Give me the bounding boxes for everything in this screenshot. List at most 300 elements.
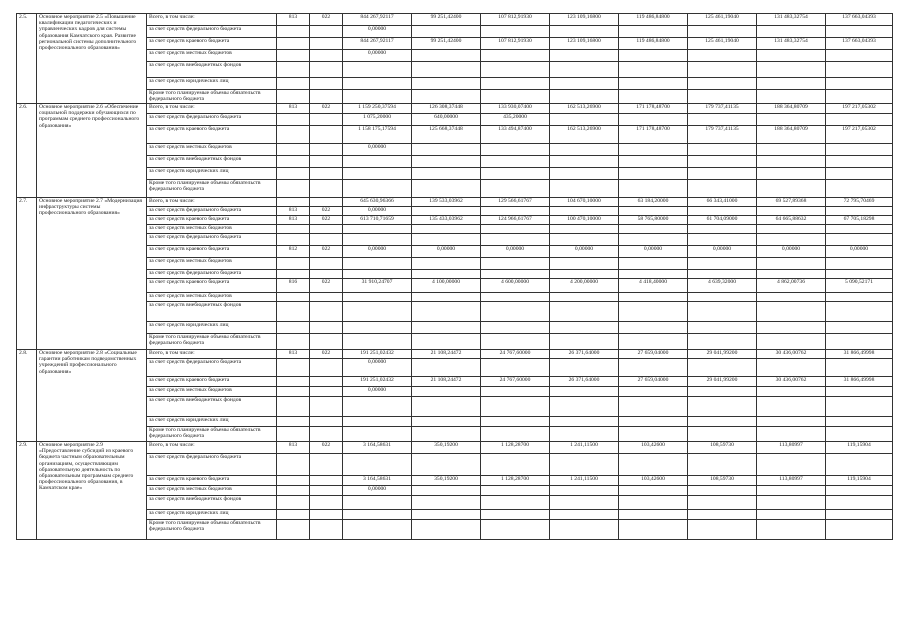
- rzpr-code: [310, 387, 343, 397]
- table-row: [17, 114, 893, 126]
- year-amount: 30 436,00762: [757, 350, 826, 359]
- table-row: [17, 359, 893, 377]
- year-amount: [481, 496, 550, 510]
- rzpr-code: [310, 156, 343, 168]
- year-amount: 31 866,49998: [826, 377, 893, 387]
- year-amount: 27 659,04000: [619, 377, 688, 387]
- year-amount: [550, 322, 619, 334]
- year-amount: 21 108,24472: [412, 350, 481, 359]
- year-amount: 4 639,32000: [688, 279, 757, 293]
- year-amount: 108,59730: [688, 476, 757, 486]
- total-amount: 844 267,92117: [343, 14, 412, 26]
- funding-source-label: за счет средств местных бюджетов: [147, 50, 277, 62]
- year-amount: [412, 302, 481, 322]
- year-amount: 29 041,99200: [688, 377, 757, 387]
- year-amount: [826, 454, 893, 476]
- table-row: [17, 156, 893, 168]
- rzpr-code: [310, 293, 343, 302]
- year-amount: [826, 207, 893, 216]
- year-amount: [757, 78, 826, 90]
- year-amount: 188 364,80709: [757, 126, 826, 144]
- budget-table: [16, 13, 893, 540]
- year-amount: 1 128,28700: [481, 476, 550, 486]
- year-amount: [619, 62, 688, 78]
- year-amount: 125 668,37448: [412, 126, 481, 144]
- year-amount: [481, 334, 550, 350]
- total-amount: 0,00000: [343, 486, 412, 496]
- year-amount: [550, 496, 619, 510]
- budget-table-body: [17, 14, 893, 540]
- year-amount: [757, 293, 826, 302]
- year-amount: [688, 207, 757, 216]
- year-amount: 1 128,28700: [481, 442, 550, 454]
- year-amount: 66 343,41000: [688, 198, 757, 207]
- table-row: [17, 350, 893, 359]
- year-amount: 26 371,64000: [550, 350, 619, 359]
- table-row: [17, 387, 893, 397]
- year-amount: [619, 207, 688, 216]
- year-amount: [757, 234, 826, 246]
- total-amount: 844 267,92117: [343, 38, 412, 50]
- year-amount: 4 100,00000: [412, 279, 481, 293]
- total-amount: 0,00000: [343, 26, 412, 38]
- total-amount: [343, 496, 412, 510]
- year-amount: [481, 234, 550, 246]
- year-amount: 27 659,04000: [619, 350, 688, 359]
- table-row: [17, 207, 893, 216]
- rzpr-code: [310, 78, 343, 90]
- year-amount: [412, 397, 481, 417]
- year-amount: [550, 26, 619, 38]
- year-amount: 0,00000: [688, 246, 757, 258]
- year-amount: 64 665,88632: [757, 216, 826, 225]
- year-amount: [412, 258, 481, 270]
- funding-source-label: за счет средств юридических лиц: [147, 322, 277, 334]
- year-amount: [412, 234, 481, 246]
- year-amount: [826, 359, 893, 377]
- funding-source-label: за счет средств краевого бюджета: [147, 476, 277, 486]
- total-amount: [343, 234, 412, 246]
- year-amount: [757, 454, 826, 476]
- table-row: [17, 234, 893, 246]
- year-amount: [481, 486, 550, 496]
- total-amount: 645 630,96366: [343, 198, 412, 207]
- year-amount: 24 767,60000: [481, 350, 550, 359]
- grbs-code: [277, 180, 310, 198]
- year-amount: [412, 359, 481, 377]
- year-amount: [412, 90, 481, 104]
- year-amount: [688, 387, 757, 397]
- table-row: [17, 442, 893, 454]
- table-row: [17, 302, 893, 322]
- year-amount: 24 767,60000: [481, 377, 550, 387]
- year-amount: [826, 293, 893, 302]
- year-amount: 179 737,41135: [688, 126, 757, 144]
- year-amount: 119 486,84800: [619, 38, 688, 50]
- year-amount: 171 178,48700: [619, 126, 688, 144]
- year-amount: 103,42600: [619, 476, 688, 486]
- year-amount: 29 041,99200: [688, 350, 757, 359]
- year-amount: [412, 520, 481, 540]
- funding-source-label: Всего, в том числе:: [147, 14, 277, 26]
- year-amount: [619, 334, 688, 350]
- total-amount: 31 910,24707: [343, 279, 412, 293]
- year-amount: [550, 78, 619, 90]
- funding-source-label: Всего, в том числе:: [147, 198, 277, 207]
- total-amount: [343, 156, 412, 168]
- rzpr-code: [310, 510, 343, 520]
- year-amount: 99 251,42400: [412, 14, 481, 26]
- rzpr-code: 022: [310, 279, 343, 293]
- year-amount: [550, 486, 619, 496]
- section-number: 2.9.: [17, 442, 37, 540]
- year-amount: [757, 207, 826, 216]
- funding-source-label: за счет средств краевого бюджета: [147, 126, 277, 144]
- total-amount: [343, 322, 412, 334]
- year-amount: [757, 180, 826, 198]
- table-row: [17, 246, 893, 258]
- year-amount: 1 241,11500: [550, 442, 619, 454]
- year-amount: 100 470,10000: [550, 216, 619, 225]
- year-amount: 197 217,05302: [826, 126, 893, 144]
- funding-source-label: за счет средств юридических лиц: [147, 78, 277, 90]
- year-amount: [688, 359, 757, 377]
- year-amount: [688, 234, 757, 246]
- year-amount: [550, 270, 619, 279]
- year-amount: [688, 397, 757, 417]
- rzpr-code: [310, 38, 343, 50]
- year-amount: [826, 486, 893, 496]
- grbs-code: [277, 168, 310, 180]
- year-amount: [826, 427, 893, 442]
- year-amount: [412, 454, 481, 476]
- year-amount: [757, 359, 826, 377]
- year-amount: [826, 322, 893, 334]
- year-amount: [619, 258, 688, 270]
- funding-source-label: за счет средств юридических лиц: [147, 168, 277, 180]
- grbs-code: [277, 387, 310, 397]
- year-amount: 135 433,03962: [412, 216, 481, 225]
- table-row: [17, 520, 893, 540]
- year-amount: [619, 387, 688, 397]
- year-amount: 21 108,24472: [412, 377, 481, 387]
- grbs-code: [277, 225, 310, 234]
- table-row: [17, 510, 893, 520]
- year-amount: [688, 334, 757, 350]
- table-row: [17, 397, 893, 417]
- year-amount: [481, 270, 550, 279]
- year-amount: [412, 50, 481, 62]
- year-amount: [481, 78, 550, 90]
- total-amount: 191 251,02432: [343, 350, 412, 359]
- grbs-code: [277, 417, 310, 427]
- year-amount: 197 217,05302: [826, 104, 893, 114]
- year-amount: [619, 144, 688, 156]
- rzpr-code: [310, 234, 343, 246]
- funding-source-label: за счет средств федерального бюджета: [147, 26, 277, 38]
- rzpr-code: [310, 322, 343, 334]
- year-amount: 72 795,70469: [826, 198, 893, 207]
- year-amount: [688, 258, 757, 270]
- year-amount: 131 483,32754: [757, 14, 826, 26]
- year-amount: [619, 417, 688, 427]
- rzpr-code: [310, 114, 343, 126]
- year-amount: [757, 510, 826, 520]
- year-amount: [550, 225, 619, 234]
- year-amount: [688, 225, 757, 234]
- year-amount: [550, 397, 619, 417]
- year-amount: 123 109,16800: [550, 38, 619, 50]
- year-amount: [757, 50, 826, 62]
- total-amount: 1 159 250,37594: [343, 104, 412, 114]
- year-amount: [412, 387, 481, 397]
- section-number: 2.7.: [17, 198, 37, 350]
- grbs-code: [277, 510, 310, 520]
- year-amount: [826, 62, 893, 78]
- grbs-code: [277, 377, 310, 387]
- grbs-code: [277, 496, 310, 510]
- year-amount: [619, 302, 688, 322]
- year-amount: [481, 168, 550, 180]
- table-row: [17, 104, 893, 114]
- year-amount: [550, 454, 619, 476]
- total-amount: [343, 334, 412, 350]
- funding-source-label: за счет средств внебюджетных фондов: [147, 62, 277, 78]
- rzpr-code: [310, 302, 343, 322]
- total-amount: [343, 270, 412, 279]
- year-amount: [412, 156, 481, 168]
- table-row: [17, 168, 893, 180]
- year-amount: [412, 293, 481, 302]
- year-amount: [481, 26, 550, 38]
- table-row: [17, 78, 893, 90]
- year-amount: [481, 322, 550, 334]
- year-amount: [550, 168, 619, 180]
- year-amount: 108,59730: [688, 442, 757, 454]
- funding-source-label: за счет средств местных бюджетов: [147, 144, 277, 156]
- year-amount: [757, 225, 826, 234]
- year-amount: 171 178,48700: [619, 104, 688, 114]
- year-amount: [688, 78, 757, 90]
- year-amount: 162 513,26900: [550, 104, 619, 114]
- grbs-code: [277, 114, 310, 126]
- table-row: [17, 496, 893, 510]
- grbs-code: [277, 234, 310, 246]
- rzpr-code: [310, 198, 343, 207]
- grbs-code: 813: [277, 442, 310, 454]
- total-amount: [343, 180, 412, 198]
- year-amount: 99 251,42400: [412, 38, 481, 50]
- year-amount: 5 090,52171: [826, 279, 893, 293]
- funding-source-label: за счет средств краевого бюджета: [147, 38, 277, 50]
- year-amount: 58 765,80000: [619, 216, 688, 225]
- funding-source-label: за счет средств федерального бюджета: [147, 207, 277, 216]
- year-amount: [688, 168, 757, 180]
- total-amount: 191 251,02432: [343, 377, 412, 387]
- year-amount: 119,15904: [826, 476, 893, 486]
- year-amount: [550, 234, 619, 246]
- year-amount: 119 486,84800: [619, 14, 688, 26]
- year-amount: [619, 454, 688, 476]
- year-amount: [826, 520, 893, 540]
- grbs-code: [277, 198, 310, 207]
- rzpr-code: [310, 359, 343, 377]
- grbs-code: [277, 486, 310, 496]
- year-amount: [826, 302, 893, 322]
- funding-source-label: за счет средств местных бюджетов: [147, 293, 277, 302]
- year-amount: [757, 486, 826, 496]
- year-amount: [826, 26, 893, 38]
- year-amount: [757, 114, 826, 126]
- funding-source-label: за счет средств краевого бюджета: [147, 216, 277, 225]
- year-amount: [826, 144, 893, 156]
- grbs-code: [277, 476, 310, 486]
- total-amount: 0,00000: [343, 387, 412, 397]
- year-amount: [688, 62, 757, 78]
- year-amount: [688, 114, 757, 126]
- table-row: [17, 126, 893, 144]
- funding-source-label: Всего, в том числе:: [147, 350, 277, 359]
- year-amount: [619, 293, 688, 302]
- grbs-code: 813: [277, 104, 310, 114]
- year-amount: [688, 520, 757, 540]
- funding-source-label: за счет средств местных бюджетов: [147, 387, 277, 397]
- table-row: [17, 322, 893, 334]
- year-amount: [412, 270, 481, 279]
- total-amount: 0,00000: [343, 50, 412, 62]
- year-amount: [412, 26, 481, 38]
- table-row: [17, 62, 893, 78]
- rzpr-code: [310, 126, 343, 144]
- year-amount: [619, 156, 688, 168]
- funding-source-label: за счет средств местных бюджетов: [147, 258, 277, 270]
- year-amount: [412, 225, 481, 234]
- year-amount: [619, 520, 688, 540]
- rzpr-code: 022: [310, 207, 343, 216]
- year-amount: [757, 387, 826, 397]
- year-amount: 1 241,11500: [550, 476, 619, 486]
- year-amount: [757, 144, 826, 156]
- year-amount: [412, 417, 481, 427]
- total-amount: [343, 510, 412, 520]
- year-amount: 123 109,16800: [550, 14, 619, 26]
- year-amount: [481, 62, 550, 78]
- total-amount: 0,00000: [343, 144, 412, 156]
- year-amount: 0,00000: [826, 246, 893, 258]
- year-amount: 0,00000: [619, 246, 688, 258]
- funding-source-label: за счет средств внебюджетных фондов: [147, 302, 277, 322]
- year-amount: [826, 334, 893, 350]
- funding-source-label: за счет средств федерального бюджета: [147, 114, 277, 126]
- year-amount: 113,80997: [757, 442, 826, 454]
- year-amount: 63 184,20000: [619, 198, 688, 207]
- year-amount: [412, 180, 481, 198]
- funding-source-label: Всего, в том числе:: [147, 442, 277, 454]
- funding-source-label: за счет средств федерального бюджета: [147, 454, 277, 476]
- funding-source-label: Кроме того планируемые объемы обязательств федерального бюджета: [147, 180, 277, 198]
- rzpr-code: [310, 62, 343, 78]
- rzpr-code: [310, 225, 343, 234]
- table-row: [17, 14, 893, 26]
- table-row: [17, 476, 893, 486]
- year-amount: 0,00000: [412, 246, 481, 258]
- rzpr-code: [310, 144, 343, 156]
- grbs-code: [277, 397, 310, 417]
- year-amount: [550, 302, 619, 322]
- grbs-code: [277, 520, 310, 540]
- rzpr-code: [310, 377, 343, 387]
- year-amount: [688, 26, 757, 38]
- year-amount: [481, 144, 550, 156]
- grbs-code: [277, 359, 310, 377]
- year-amount: [619, 50, 688, 62]
- funding-source-label: Кроме того планируемые объемы обязательств федерального бюджета: [147, 427, 277, 442]
- year-amount: 4 862,00736: [757, 279, 826, 293]
- total-amount: [343, 62, 412, 78]
- table-row: [17, 427, 893, 442]
- year-amount: [688, 180, 757, 198]
- rzpr-code: 022: [310, 246, 343, 258]
- section-title: Основное мероприятие 2.7 «Модернизация инфраструктуры системы профессионального образования»: [37, 198, 147, 350]
- year-amount: 67 705,18298: [826, 216, 893, 225]
- year-amount: [688, 302, 757, 322]
- year-amount: [757, 520, 826, 540]
- funding-source-label: Всего, в том числе:: [147, 104, 277, 114]
- rzpr-code: [310, 90, 343, 104]
- year-amount: [826, 78, 893, 90]
- year-amount: [826, 234, 893, 246]
- year-amount: [412, 334, 481, 350]
- year-amount: [481, 156, 550, 168]
- total-amount: [343, 397, 412, 417]
- year-amount: 640,00000: [412, 114, 481, 126]
- year-amount: [619, 427, 688, 442]
- year-amount: 113,80997: [757, 476, 826, 486]
- grbs-code: [277, 334, 310, 350]
- year-amount: [826, 258, 893, 270]
- year-amount: [757, 168, 826, 180]
- grbs-code: [277, 427, 310, 442]
- year-amount: [412, 496, 481, 510]
- grbs-code: 816: [277, 279, 310, 293]
- table-row: [17, 258, 893, 270]
- year-amount: 69 527,89368: [757, 198, 826, 207]
- funding-source-label: за счет средств краевого бюджета: [147, 377, 277, 387]
- grbs-code: [277, 454, 310, 476]
- year-amount: [757, 334, 826, 350]
- year-amount: 103,42600: [619, 442, 688, 454]
- year-amount: 0,00000: [481, 246, 550, 258]
- year-amount: [757, 427, 826, 442]
- year-amount: 131 483,32754: [757, 38, 826, 50]
- funding-source-label: за счет средств краевого бюджета: [147, 246, 277, 258]
- grbs-code: [277, 322, 310, 334]
- section-number: 2.5.: [17, 14, 37, 104]
- rzpr-code: [310, 486, 343, 496]
- rzpr-code: [310, 270, 343, 279]
- year-amount: [481, 225, 550, 234]
- year-amount: [688, 322, 757, 334]
- rzpr-code: [310, 168, 343, 180]
- grbs-code: [277, 62, 310, 78]
- table-row: [17, 180, 893, 198]
- funding-source-label: за счет средств юридических лиц: [147, 510, 277, 520]
- rzpr-code: [310, 427, 343, 442]
- total-amount: [343, 302, 412, 322]
- year-amount: [550, 62, 619, 78]
- table-row: [17, 279, 893, 293]
- year-amount: [619, 397, 688, 417]
